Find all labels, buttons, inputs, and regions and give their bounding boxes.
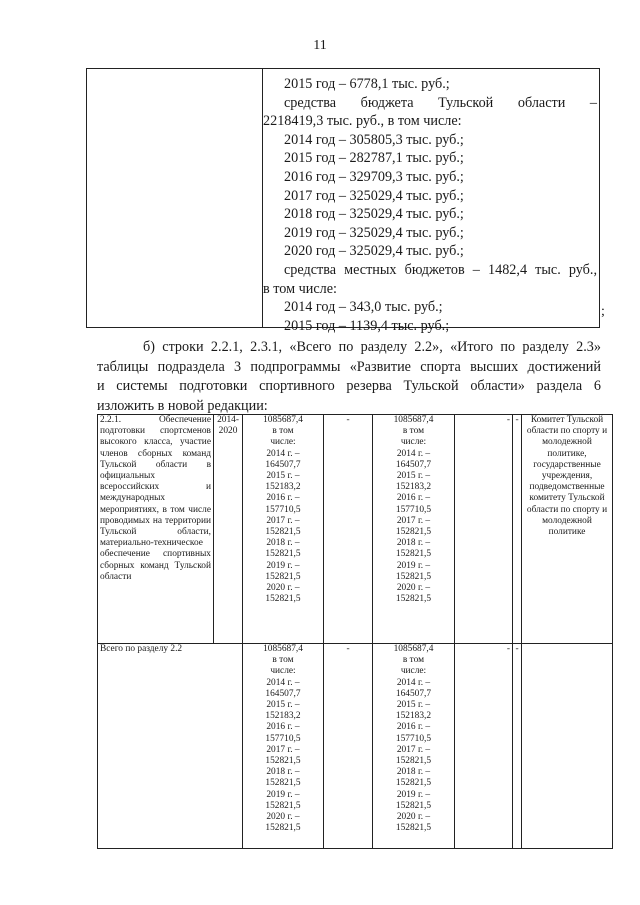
amount-line: в том <box>402 426 425 437</box>
amount-line: 152821,5 <box>395 778 432 789</box>
amount-line: 2015 г. – <box>396 700 431 711</box>
amount-line: 2017 г. – <box>266 515 300 526</box>
amount-line: в том <box>402 655 425 666</box>
responsible-cell: Комитет Тульской области по спорту и молодежной политике, государственные учреждения, подведомственные комитету Тульской области по спорту и молодежной политике <box>522 415 613 644</box>
amount-line: 152183,2 <box>265 711 301 722</box>
activity-name-cell: Всего по разделу 2.2 <box>98 644 243 849</box>
amount-line: 2020 г. – <box>396 812 431 823</box>
amount-line: 2016 г. – <box>396 493 431 504</box>
amount-line: 1085687,4 <box>263 644 303 654</box>
amount-line: 157710,5 <box>395 504 432 515</box>
funding-line: 2017 год – 325029,4 тыс. руб.; <box>284 187 464 204</box>
amount-line: 152821,5 <box>395 756 432 767</box>
amount-line: 2019 г. – <box>396 789 431 800</box>
funding-line: 2018 год – 325029,4 тыс. руб.; <box>284 206 464 223</box>
amount-line: 157710,5 <box>395 733 432 744</box>
funding-line: средства бюджета Тульской области – <box>284 94 597 111</box>
paragraph-line: таблицы подраздела 3 подпрограммы «Развитие спорта высших достижений <box>97 358 601 375</box>
top-table-left-cell <box>87 69 263 327</box>
amount-line: в том <box>272 655 294 666</box>
amount-line: 1085687,4 <box>393 644 434 654</box>
funding-line: 2015 год – 6778,1 тыс. руб.; <box>284 76 450 92</box>
funding-line: 2015 год – 1139,4 тыс. руб.; <box>284 317 450 334</box>
amount-line: 2018 г. – <box>396 538 431 549</box>
amount-line: 2015 г. – <box>396 471 431 482</box>
amount-line: 2019 г. – <box>396 560 431 571</box>
amount-line: 152821,5 <box>395 549 432 560</box>
amendment-paragraph <box>97 338 601 416</box>
top-table-right-cell <box>263 75 597 335</box>
responsible-cell <box>522 644 613 849</box>
amount-line: 164507,7 <box>265 459 301 470</box>
funding-line: 2016 год – 329709,3 тыс. руб.; <box>284 168 464 185</box>
amount-line: 152821,5 <box>265 527 301 538</box>
amount-line: 2017 г. – <box>396 744 431 755</box>
years-cell: 2014-2020 <box>214 415 243 644</box>
amount-line: 152183,2 <box>395 711 432 722</box>
amount-line: 164507,7 <box>395 688 432 699</box>
amount-line: 1085687,4 <box>263 415 303 425</box>
funding-line: 2020 год – 325029,4 тыс. руб.; <box>284 243 464 260</box>
amount-line: 152821,5 <box>395 594 432 605</box>
amount-line: 2015 г. – <box>266 471 300 482</box>
regional-budget-cell <box>373 415 455 644</box>
amount-line: 152821,5 <box>265 594 301 605</box>
amount-line: 2018 г. – <box>266 538 300 549</box>
amount-line: 2019 г. – <box>266 560 300 571</box>
funding-line: 2015 год – 282787,1 тыс. руб.; <box>284 150 464 167</box>
local-budget-cell: - <box>455 644 513 849</box>
closing-semicolon: ; <box>601 304 605 319</box>
amount-line: 157710,5 <box>265 504 301 515</box>
amount-line: 152821,5 <box>265 778 301 789</box>
amount-line: 2014 г. – <box>266 448 300 459</box>
amount-line: 2014 г. – <box>396 448 431 459</box>
amount-line: 152183,2 <box>265 482 301 493</box>
funding-line: средства местных бюджетов – 1482,4 тыс. руб., <box>284 261 597 278</box>
other-sources-cell: - <box>513 415 522 644</box>
amount-line: числе: <box>400 666 427 677</box>
amount-line: числе: <box>270 437 296 448</box>
amount-line: 152821,5 <box>395 527 432 538</box>
amount-line: 2014 г. – <box>396 677 431 688</box>
paragraph-line: изложить в новой редакции: <box>97 397 268 414</box>
amount-line: 2017 г. – <box>396 515 431 526</box>
amount-line: 164507,7 <box>395 459 432 470</box>
funding-line: 2014 год – 343,0 тыс. руб.; <box>284 299 443 316</box>
activity-name-cell: 2.2.1. Обеспечение подготовки спортсменов высокого класса, участие членов сборных команд Тульской области в официальных всероссийских и международных мероприятиях, в том числе проводимых на территории Тульской области, материально-техническое обеспечение спортивных сборных команд Тульской области <box>98 415 214 644</box>
total-amount-cell <box>243 644 324 849</box>
regional-budget-cell <box>373 644 455 849</box>
amount-line: числе: <box>400 437 427 448</box>
amount-line: 2015 г. – <box>266 700 300 711</box>
paragraph-line: и системы подготовки спортивного резерва Тульской области» раздела 6 <box>97 378 601 395</box>
amount-line: 2016 г. – <box>266 493 300 504</box>
amount-line: 157710,5 <box>265 733 301 744</box>
total-amount-cell <box>243 415 324 644</box>
page-number: 11 <box>313 38 327 53</box>
funding-line: в том числе: <box>263 280 337 297</box>
amount-line: 152821,5 <box>265 800 301 811</box>
amount-line: 2014 г. – <box>266 677 300 688</box>
amount-line: 2018 г. – <box>266 767 300 778</box>
top-continuation-table <box>86 68 600 334</box>
amount-line: 152821,5 <box>265 756 301 767</box>
paragraph-line: б) строки 2.2.1, 2.3.1, «Всего по разделу 2.2», «Итого по разделу 2.3» <box>143 339 601 355</box>
amount-line: 2020 г. – <box>266 812 300 823</box>
amount-line: 152821,5 <box>265 571 301 582</box>
amount-line: 152821,5 <box>395 823 432 834</box>
amount-line: 2016 г. – <box>266 722 300 733</box>
amount-line: числе: <box>270 666 296 677</box>
federal-budget-cell: - <box>324 415 373 644</box>
local-budget-cell: - <box>455 415 513 644</box>
funding-line: 2218419,3 тыс. руб., в том числе: <box>263 113 462 130</box>
funding-line: 2014 год – 305805,3 тыс. руб.; <box>284 131 464 148</box>
amount-line: в том <box>272 426 294 437</box>
table-row <box>98 644 613 849</box>
table-row <box>98 415 613 644</box>
amount-line: 1085687,4 <box>393 415 434 425</box>
amount-line: 152821,5 <box>395 800 432 811</box>
subprogram-table <box>97 414 613 849</box>
amount-line: 2020 г. – <box>266 583 300 594</box>
other-sources-cell: - <box>513 644 522 849</box>
amount-line: 152821,5 <box>265 823 301 834</box>
amount-line: 2017 г. – <box>266 744 300 755</box>
amount-line: 2018 г. – <box>396 767 431 778</box>
amount-line: 152183,2 <box>395 482 432 493</box>
amount-line: 152821,5 <box>265 549 301 560</box>
amount-line: 2019 г. – <box>266 789 300 800</box>
federal-budget-cell: - <box>324 644 373 849</box>
amount-line: 152821,5 <box>395 571 432 582</box>
funding-line: 2019 год – 325029,4 тыс. руб.; <box>284 224 464 241</box>
amount-line: 2016 г. – <box>396 722 431 733</box>
amount-line: 2020 г. – <box>396 583 431 594</box>
amount-line: 164507,7 <box>265 688 301 699</box>
